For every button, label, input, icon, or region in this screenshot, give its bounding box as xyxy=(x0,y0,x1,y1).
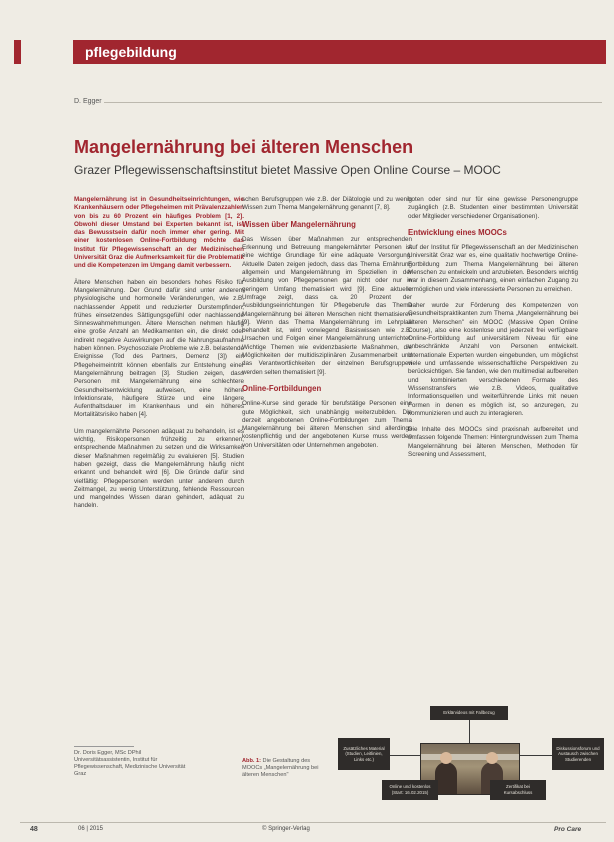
text-column-3 xyxy=(408,196,578,516)
caption-text: Die Gestaltung des MOOCs „Mangelernährung bei älteren Menschen" xyxy=(242,758,319,778)
body-paragraph: schen Berufsgruppen wie z.B. der Diätologie und zu wenig Wissen zum Thema Mangelernährung genannt [7, 8]. xyxy=(242,196,412,212)
page-number: 48 xyxy=(30,826,38,833)
body-paragraph: Auf der Institut für Pflegewissenschaft an der Medizinischen Universität Graz war es, eine qualitativ hochwertige Online-Fortbildung zum Thema Mangelernährung bei älteren Menschen zu entwickeln und anzubieten. Besonders wichtig war in diesem Zusammenhang, einen einfachen Zugang zu ermöglichen und viele interessierte Personen zu erreichen. xyxy=(408,244,578,293)
body-paragraph: Online-Kurse sind gerade für berufstätige Personen eine gute Möglichkeit, sich unabhängig weiterzubilden. Die derzeit angebotenen Online-Fortbildungen zum Thema Mangelernährung bei älteren Menschen sind allerdings kostenpflichtig und der angebotenen Kurse muss werden von Universitäten oder Unternehmen angeboten. xyxy=(242,400,412,449)
journal-name: Pro Care xyxy=(554,826,582,833)
publisher-label: © Springer-Verlag xyxy=(262,826,310,832)
author-divider xyxy=(104,102,602,103)
issue-label: 06 | 2015 xyxy=(78,826,103,832)
section-heading: Entwicklung eines MOOCs xyxy=(408,227,507,237)
author-footnote: Dr. Doris Egger, MSc DPhil Universitätsassistentin, Institut für Pflegewissenschaft, Medizinische Universität Graz xyxy=(74,750,186,777)
diagram-box-videos: Erklärvideos mit Fallbezug xyxy=(430,706,508,720)
body-paragraph: Das Wissen über Maßnahmen zur entsprechenden Erkennung und Betreuung mangelernährter Personen ist eine wichtige Grundlage für eine adäquate Versorgung. Aktuelle Daten zeigen jedoch, dass das Thema Ernährung allgemein und Mangelernährung im Speziellen in der Ausbildung von Pflegepersonen gar nicht oder nur in geringem Umfang thematisiert wird [9]. Eine aktuelle Umfrage zeigt, dass ca. 20 Prozent der Ausbildungseinrichtungen für Pflegeberufe das Thema Mangelernährung bei älteren Menschen nicht thematisieren [9]. Wenn das Thema Mangelernährung im Lehrplan behandelt ist, wird vorwiegend Basiswissen wie z.B. Ursachen und Folgen einer Mangelernährung unterrichtet. Wichtige Themen wie evidenzbasierte Maßnahmen, die Möglichkeiten der multidisziplinären Zusammenarbeit und das Verantwortlichkeiten der einzelnen Berufsgruppen werden selten thematisiert [9]. xyxy=(242,235,412,376)
connector-line xyxy=(390,755,420,756)
lead-paragraph: Mangelernährung ist in Gesundheitseinrichtungen, wie Krankenhäusern oder Pflegeheimen mit Prävalenzzahlen von bis zu 60 Prozent ein häufiges Problem [1, 2]. Obwohl dieser Umstand bei Experten bekannt ist, ist das Bewusstsein dafür noch immer eher gering. Mit einer kostenlosen Online-Fortbildung möchte das Institut für Pflegewissenschaft an der Medizinischen Universität Graz die Aufmerksamkeit für die Problematik und die Kompetenzen im Umgang damit verbessern. xyxy=(74,196,244,270)
body-paragraph: Um mangelernährte Personen adäquat zu behandeln, ist es wichtig, Risikopersonen frühzeitig zu erkennen, entsprechende Maßnahmen zu setzen und die Wirksamkeit dieser Maßnahmen regelmäßig zu evaluieren [5]. Studien haben gezeigt, dass die Mangelernährung häufig nicht erkannt und behandelt wird [6]. Die Gründe dafür sind vielfältig: Pflegepersonen werden unter anderem durch Zeitmangel, zu wenig Unterstützung, fehlende Ressourcen und mangelndes Wissen daran gehindert, adäquat zu handeln. xyxy=(74,427,244,510)
article-title: Mangelernährung bei älteren Menschen xyxy=(74,137,414,157)
banner-accent xyxy=(14,40,21,64)
body-paragraph: Die Inhalte des MOOCs sind praxisnah aufbereitet und umfassen folgende Themen: Hintergrundwissen zum Thema Mangelernährung bei älteren Menschen, Methoden für Screening und Assessment, xyxy=(408,426,578,459)
section-label: pflegebildung xyxy=(73,40,606,64)
body-paragraph: Ältere Menschen haben ein besonders hohes Risiko für Mangelernährung. Der Grund dafür sind unter anderem physiologische und hormonelle Veränderungen, wie z.B. nachlassender Appetit und reduzierter Durstempfinden, frühes einsetzendes Sättigungsgefühl oder nachlassende Sinneswahrnehmungen. Ältere Menschen nehmen häufig eine große Anzahl an Medikamenten ein, die direkt oder indirekt negative Auswirkungen auf die Nahrungsaufnahme haben können. Psychosoziale Probleme wie z.B. belastende Ereignisse (Tod des Partners, Demenz [3]) ein Pflegeheimeintritt können ebenfalls zur Entstehung einer Mangelernährung beitragen [3]. Studien zeigen, dass Personen mit Mangelernährung eine schlechtere Gesundheitsentwicklung aufweisen, eine höhere Infektionsrate, häufigere Stürze und eine längere Aufenthaltsdauer im Krankenhaus und ein höheres Mortalitätsrisiko haben [4]. xyxy=(74,278,244,419)
section-heading: Online-Fortbildungen xyxy=(242,383,322,393)
footnote-divider xyxy=(74,746,134,747)
article-subtitle: Grazer Pflegewissenschaftsinstitut bietet Massive Open Online Course – MOOC xyxy=(74,163,501,177)
section-banner xyxy=(14,40,606,64)
diagram-box-certificate: Zertifikat bei Kursabschluss xyxy=(490,780,546,800)
diagram-box-online: Online und kostenlos (Start: 16.02.2015) xyxy=(382,780,438,800)
diagram-box-material: Zusätzliches Material (Studien, Leitlinien, Links etc.) xyxy=(338,738,390,770)
text-column-1 xyxy=(74,196,244,710)
caption-label: Abb. 1: xyxy=(242,758,261,764)
section-heading: Wissen über Mangelernährung xyxy=(242,219,356,229)
body-paragraph: boten oder sind nur für eine gewisse Personengruppe zugänglich (z.B. Studenten einer bestimmten Universität oder Mitglieder verschiedener Organisationen). xyxy=(408,196,578,220)
person-figure xyxy=(435,762,457,794)
diagram-box-forum: Diskussionsforum und Austausch zwischen Studierenden xyxy=(552,738,604,770)
connector-line xyxy=(520,755,552,756)
body-paragraph: Daher wurde zur Förderung des Kompetenzen von Gesundheitspraktikanten zum Thema „Mangelernährung bei älteren Menschen" ein MOOC (Massive Open Online Course), also eine kostenlose und jederzeit frei verfügbare Online-Fortbildung auf universitärem Niveau für eine unbeschränkte Anzahl von Personen entwickelt. Internationale Experten wurden eingebunden, um möglichst viele und umfassende wissenschaftliche Perspektiven zu berücksichtigen. Sie fanden, wie den multimedial aufbereiten und kombinierten verschiedenen Formate des Wissenstransfers wie z.B. Videos, qualitative Informationsquellen und weiterführende Links mit neuen Formen in denen es möglich ist, so anzuregen, zu kommunizieren und auch zu interagieren. xyxy=(408,301,578,417)
footer-divider xyxy=(20,822,606,823)
connector-line xyxy=(469,720,470,743)
mooc-diagram xyxy=(330,700,610,800)
author-tag: D. Egger xyxy=(74,98,102,105)
text-column-2 xyxy=(242,196,412,636)
figure-caption xyxy=(242,758,326,779)
